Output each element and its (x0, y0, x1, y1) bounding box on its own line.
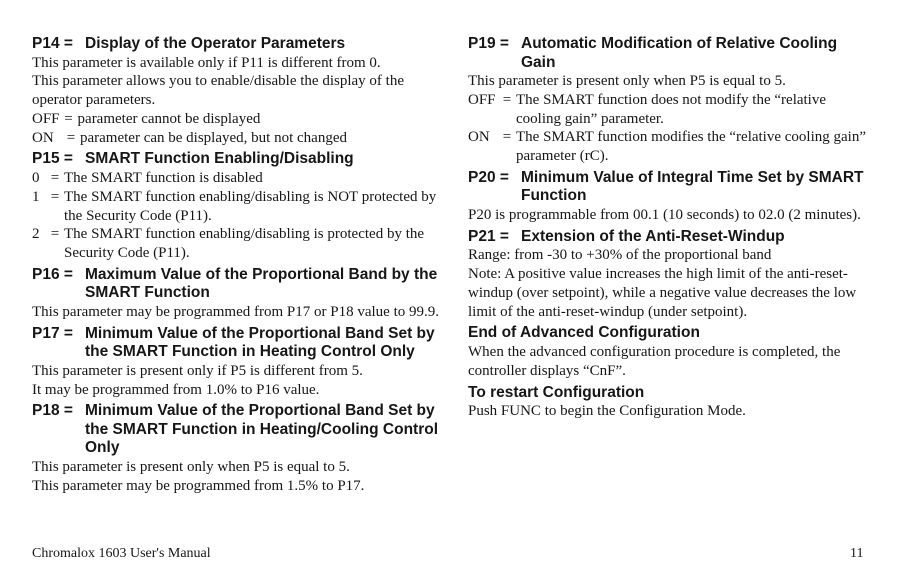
description-line: Note: A positive value increases the high limit of the anti-reset-windup (over setpoint), while a negative value decreases the low limit of the anti-reset-windup (under setpoint). (468, 266, 857, 320)
option-text: The SMART function does not modify the “relative cooling gain” parameter. (516, 91, 827, 127)
description-line: This parameter is present only when P5 is equal to 5. (32, 458, 350, 475)
section-heading: To restart Configuration (468, 383, 645, 401)
section-p14 (32, 35, 440, 147)
section-p18 (32, 402, 440, 495)
parameter-title: Minimum Value of Integral Time Set by SMART Function (521, 168, 864, 205)
description-line: This parameter may be programmed from P17 or P18 value to 99.9. (32, 303, 439, 320)
parameter-label: P20 = (468, 168, 509, 186)
page-number: 11 (850, 546, 864, 561)
description-line: This parameter may be programmed from 1.5% to P17. (32, 477, 365, 494)
description-line: This parameter allows you to enable/disable the display of the operator parameters. (32, 73, 404, 109)
section-p15 (32, 150, 440, 262)
option-text: The SMART function is disabled (64, 169, 263, 186)
option-item: ON = The SMART function modifies the “relative cooling gain” parameter (rC). (468, 128, 872, 166)
parameter-heading (32, 266, 440, 303)
option-item: OFF = parameter cannot be displayed (32, 110, 440, 129)
option-text: The SMART function modifies the “relative cooling gain” parameter (rC). (516, 129, 866, 165)
right-column (468, 32, 872, 421)
option-text: parameter can be displayed, but not changed (80, 129, 347, 146)
description-line: This parameter is present only if P5 is different from 5. (32, 362, 363, 379)
parameter-title: Maximum Value of the Proportional Band by the SMART Function (85, 265, 438, 302)
parameter-label: P17 = (32, 324, 73, 342)
description-line: Range: from -30 to +30% of the proportional band (468, 247, 772, 264)
parameter-title: Minimum Value of the Proportional Band Set by the SMART Function in Heating Control Only (85, 324, 435, 361)
parameter-title: Minimum Value of the Proportional Band Set by the SMART Function in Heating/Cooling Control Only (85, 402, 439, 457)
parameter-heading (32, 402, 440, 458)
description-line: This parameter is present only when P5 is equal to 5. (468, 73, 786, 89)
parameter-title: Extension of the Anti-Reset-Windup (521, 227, 785, 245)
option-item: ON = parameter can be displayed, but not changed (32, 129, 440, 148)
parameter-title: Automatic Modification of Relative Cooling Gain (521, 35, 838, 71)
footer-manual-title: Chromalox 1603 User's Manual (32, 546, 211, 561)
parameter-heading (32, 150, 440, 169)
section-p16 (32, 266, 440, 322)
parameter-title: SMART Function Enabling/Disabling (85, 150, 354, 168)
option-item: 1 = The SMART function enabling/disabling is NOT protected by the Security Code (P11). (32, 188, 440, 226)
parameter-heading (32, 35, 440, 54)
parameter-label: P18 = (32, 402, 73, 420)
option-code: 0 (32, 169, 40, 186)
description-line: It may be programmed from 1.0% to P16 value. (32, 381, 320, 398)
section-p20 (468, 169, 872, 225)
description-line: Push FUNC to begin the Configuration Mode. (468, 403, 746, 420)
option-code: 2 (32, 226, 40, 243)
section-end-configuration (468, 324, 872, 380)
option-item: 2 = The SMART function enabling/disabling is protected by the Security Code (P11). (32, 225, 440, 263)
parameter-heading (468, 35, 872, 72)
parameter-title: Display of the Operator Parameters (85, 35, 346, 52)
section-heading: End of Advanced Configuration (468, 324, 700, 342)
description-line: P20 is programmable from 00.1 (10 seconds) to 02.0 (2 minutes). (468, 206, 861, 223)
option-item: OFF = The SMART function does not modify the “relative cooling gain” parameter. (468, 91, 872, 129)
section-p19 (468, 35, 872, 166)
option-text: parameter cannot be displayed (77, 110, 261, 127)
option-code: ON (468, 129, 490, 146)
parameter-label: P21 = (468, 227, 509, 245)
option-code: 1 (32, 188, 40, 205)
option-item: 0 = The SMART function is disabled (32, 169, 440, 188)
parameter-label: P14 = (32, 35, 73, 52)
parameter-heading (468, 169, 872, 206)
parameter-label: P19 = (468, 35, 509, 52)
option-code: ON (32, 129, 54, 146)
section-restart-configuration (468, 384, 872, 421)
parameter-label: P15 = (32, 150, 73, 168)
parameter-label: P16 = (32, 265, 73, 283)
option-code: OFF (468, 91, 496, 108)
parameter-heading (468, 228, 872, 247)
description-line: When the advanced configuration procedure is completed, the controller displays “CnF”. (468, 343, 841, 379)
option-code: OFF (32, 110, 60, 127)
option-text: The SMART function enabling/disabling is protected by the Security Code (P11). (64, 226, 425, 262)
section-p17 (32, 325, 440, 400)
parameter-heading (32, 325, 440, 362)
option-text: The SMART function enabling/disabling is NOT protected by the Security Code (P11). (64, 188, 437, 224)
description-line: This parameter is available only if P11 is different from 0. (32, 54, 381, 71)
left-column (32, 32, 440, 495)
section-p21 (468, 228, 872, 322)
